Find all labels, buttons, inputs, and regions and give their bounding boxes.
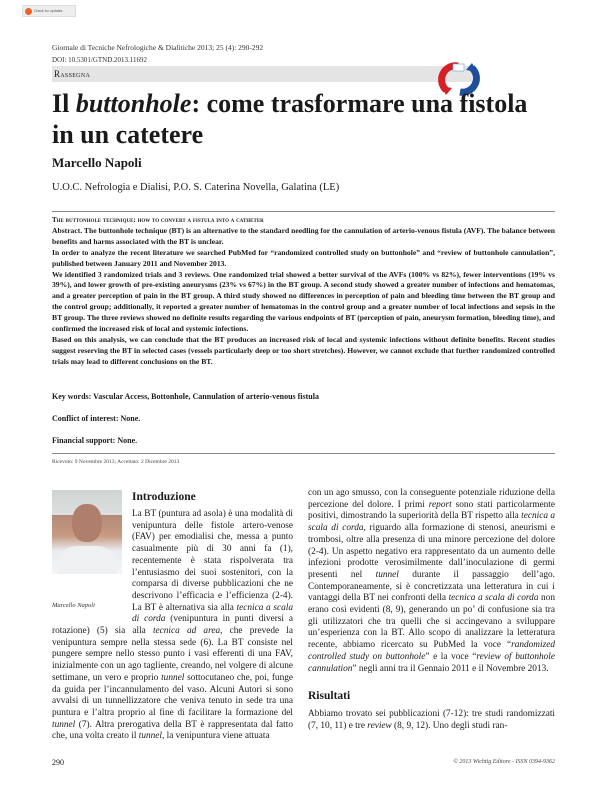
- abstract-paragraph: In order to analyze the recent literature we searched PubMed for “randomized controlled study on buttonhole” and “review of buttonhole cannulation”, published between January 2011 and November 2013.: [52, 247, 555, 268]
- check-updates-icon: [25, 8, 32, 15]
- left-column: [52, 490, 293, 743]
- right-column: [308, 488, 555, 733]
- abstract-paragraph: Abstract. The buttonhole technique (BT) is an alternative to the standard needling for the cannulation of arterio-venous fistula (AVF). The balance between benefits and harms associated with the BT is unclear.: [52, 225, 555, 246]
- author-name: Marcello Napoli: [52, 155, 142, 170]
- italic-text: tecnica ad area: [152, 626, 221, 637]
- abstract-paragraph: We identified 3 randomized trials and 3 reviews. One randomized trial showed a better survival of the AVFs (100% vs 82%), fewer interventions (19% vs 39%), and lower growth of pre-existing aneurysms (23% vs 67%) in the BT group. A second study showed a greater number of infections and hematomas, and a greater perception of pain in the BT group. A third study showed no differences in perception of pain and bleeding time between the BT group and the control group; additionally, it reported a greater number of hematomas in the control group and a greater number of local infections and sepsis in the BT group. The three reviews showed no definite results regarding the various endpoints of BT (perception of pain, aneurysm formation, bleeding time), and confirmed the increased risk of local and systemic infections.: [52, 269, 555, 334]
- italic-text: tunnel: [161, 672, 185, 683]
- text-run: La BT (puntura ad asola) è una modalità di venipuntura delle fistole artero-venose (FAV) per emodialisi che, messa a punto casualmente più di 30 anni fa (1), recentemente è stata rispolverata tra l’entusiasmo dei suoi sostenitori, con la comparsa di diverse pubblicazioni che ne descrivono l’efficacia e l’efficienza (2-4). La BT è alternativa sia alla: [132, 509, 293, 613]
- keywords: Key words: Vascular Access, Bottonhole, Cannulation of arterio-venous fistula: [52, 392, 319, 401]
- italic-text: tunnel: [52, 719, 76, 730]
- body-paragraph: [308, 709, 555, 732]
- divider: [52, 453, 555, 454]
- text-run: Abbiamo trovato sei pubblicazioni (7-12): tre studi randomizzati (7, 10, 11) e tre: [308, 709, 555, 731]
- copyright: © 2013 Wichtig Editore - ISSN 0394-9362: [453, 759, 555, 765]
- text-run: sottocutaneo che, poi, funge da guida per l’incannulamento del vaso. Alcuni Autori si sono avvalsi di un tunnellizzatore che veniva tenuto in sede tra una puntura e l’altra proprio al fine di facilitare la formazione del: [52, 672, 293, 718]
- abstract-heading: The buttonhole technique: how to convert a fistula into a catheter: [52, 216, 264, 224]
- article-title: Il buttonhole: come trasformare una fistola in un catetere: [52, 89, 528, 149]
- journal-citation: Giornale di Tecniche Nefrologiche & Dialitiche 2013; 25 (4): 290-292: [52, 43, 264, 52]
- text-run: ” negli anni tra il Gennaio 2011 e il Novembre 2013.: [352, 663, 549, 674]
- author-photo-block: [52, 490, 132, 618]
- conflict-of-interest: Conflict of interest: None.: [52, 414, 141, 423]
- text-run: ” e la voce “: [425, 651, 477, 662]
- italic-text: tecnica a scala di corda: [308, 511, 555, 534]
- italic-text: tunnel: [138, 731, 162, 742]
- section-heading-risultati: Risultati: [308, 690, 351, 703]
- page-number: 290: [52, 758, 64, 767]
- text-run: con un ago smusso, con la conseguente potenziale riduzione della percezione del dolore. I primi: [308, 488, 555, 510]
- body-paragraph: [308, 488, 555, 675]
- divider: [52, 211, 555, 212]
- abstract: [52, 215, 555, 368]
- text-run: , riguardo alla formazione di stenosi, aneurismi e trombosi, oltre alla presenza di una minore percezione del dolore (2-4). Un aspetto negativo era rappresentato da un aumento delle infezioni prodotte verosimilmente dall’inoculazione di germi presenti nel: [308, 523, 555, 580]
- photo-caption: Marcello Napoli: [52, 602, 95, 609]
- italic-text: tecnica a scala di corda: [448, 593, 539, 604]
- text-run: , che prevede la venipuntura sempre nella stessa sede (6). La BT consiste nel pungere sempre nello stesso punto i vasi efferenti di una FAV, inizialmente con un ago tagliente, creando, nel volgere di alcune settimane, un vero e proprio: [52, 626, 294, 683]
- italic-text: randomized controlled study on buttonhole: [308, 640, 555, 662]
- italic-text: report: [428, 499, 452, 510]
- text-run: durante il passaggio dell’ago. Contemporaneamente, si è concretizzata una letteratura in cui i vantaggi della BT nei confronti della: [308, 569, 555, 604]
- doi: DOI: 10.5301/GTND.2013.11692: [52, 56, 148, 64]
- text-run: non erano così evidenti (8, 9), generando un po’ di confusione sia tra gli utilizzatori che tra quelli che si accingevano a sviluppare un’esperienza con la BT. Allo scopo di analizzare la letteratura recente, abbiamo ricercato su PubMed la voce “: [308, 593, 555, 651]
- text-run: (7). Altra prerogativa della BT è rappresentata dal fatto che, una volta creato il: [52, 719, 293, 742]
- affiliation: U.O.C. Nefrologia e Dialisi, P.O. S. Caterina Novella, Galatina (LE): [52, 182, 340, 193]
- abstract-paragraph: Based on this analysis, we can conclude that the BT produces an increased risk of local and systemic infections without definite benefits. Recent studies suggest reserving the BT in selected cases (vessels particularly deep or too short stretches). However, we cannot exclude that further randomized controlled trials may lead to different conclusions on the BT.: [52, 334, 555, 366]
- received-dates: Ricevuto: 9 Novembre 2013; Accettato: 2 Dicembre 2013: [52, 459, 180, 465]
- text-run: , la venipuntura viene attuata: [161, 731, 270, 742]
- text-run: (8, 9, 12). Uno degli studi ran-: [391, 720, 508, 731]
- italic-text: review: [367, 720, 392, 731]
- text-run: (venipuntura in punti diversi a rotazione) (5) sia alla: [52, 614, 293, 637]
- author-photo: [52, 490, 122, 574]
- italic-text: tecnica a scala di corda: [132, 602, 293, 625]
- italic-text: tunnel: [375, 569, 399, 580]
- financial-support: Financial support: None.: [52, 436, 138, 445]
- check-for-updates-badge[interactable]: Check for updates: [22, 5, 76, 17]
- text-run: sono stati particolarmente positivi, dimostrando la superiorità della BT rispetto alla: [308, 499, 555, 522]
- section-heading-introduzione: Introduzione: [132, 491, 196, 503]
- italic-text: review of buttonhole cannulation: [308, 651, 555, 674]
- section-label: Rassegna: [52, 66, 472, 82]
